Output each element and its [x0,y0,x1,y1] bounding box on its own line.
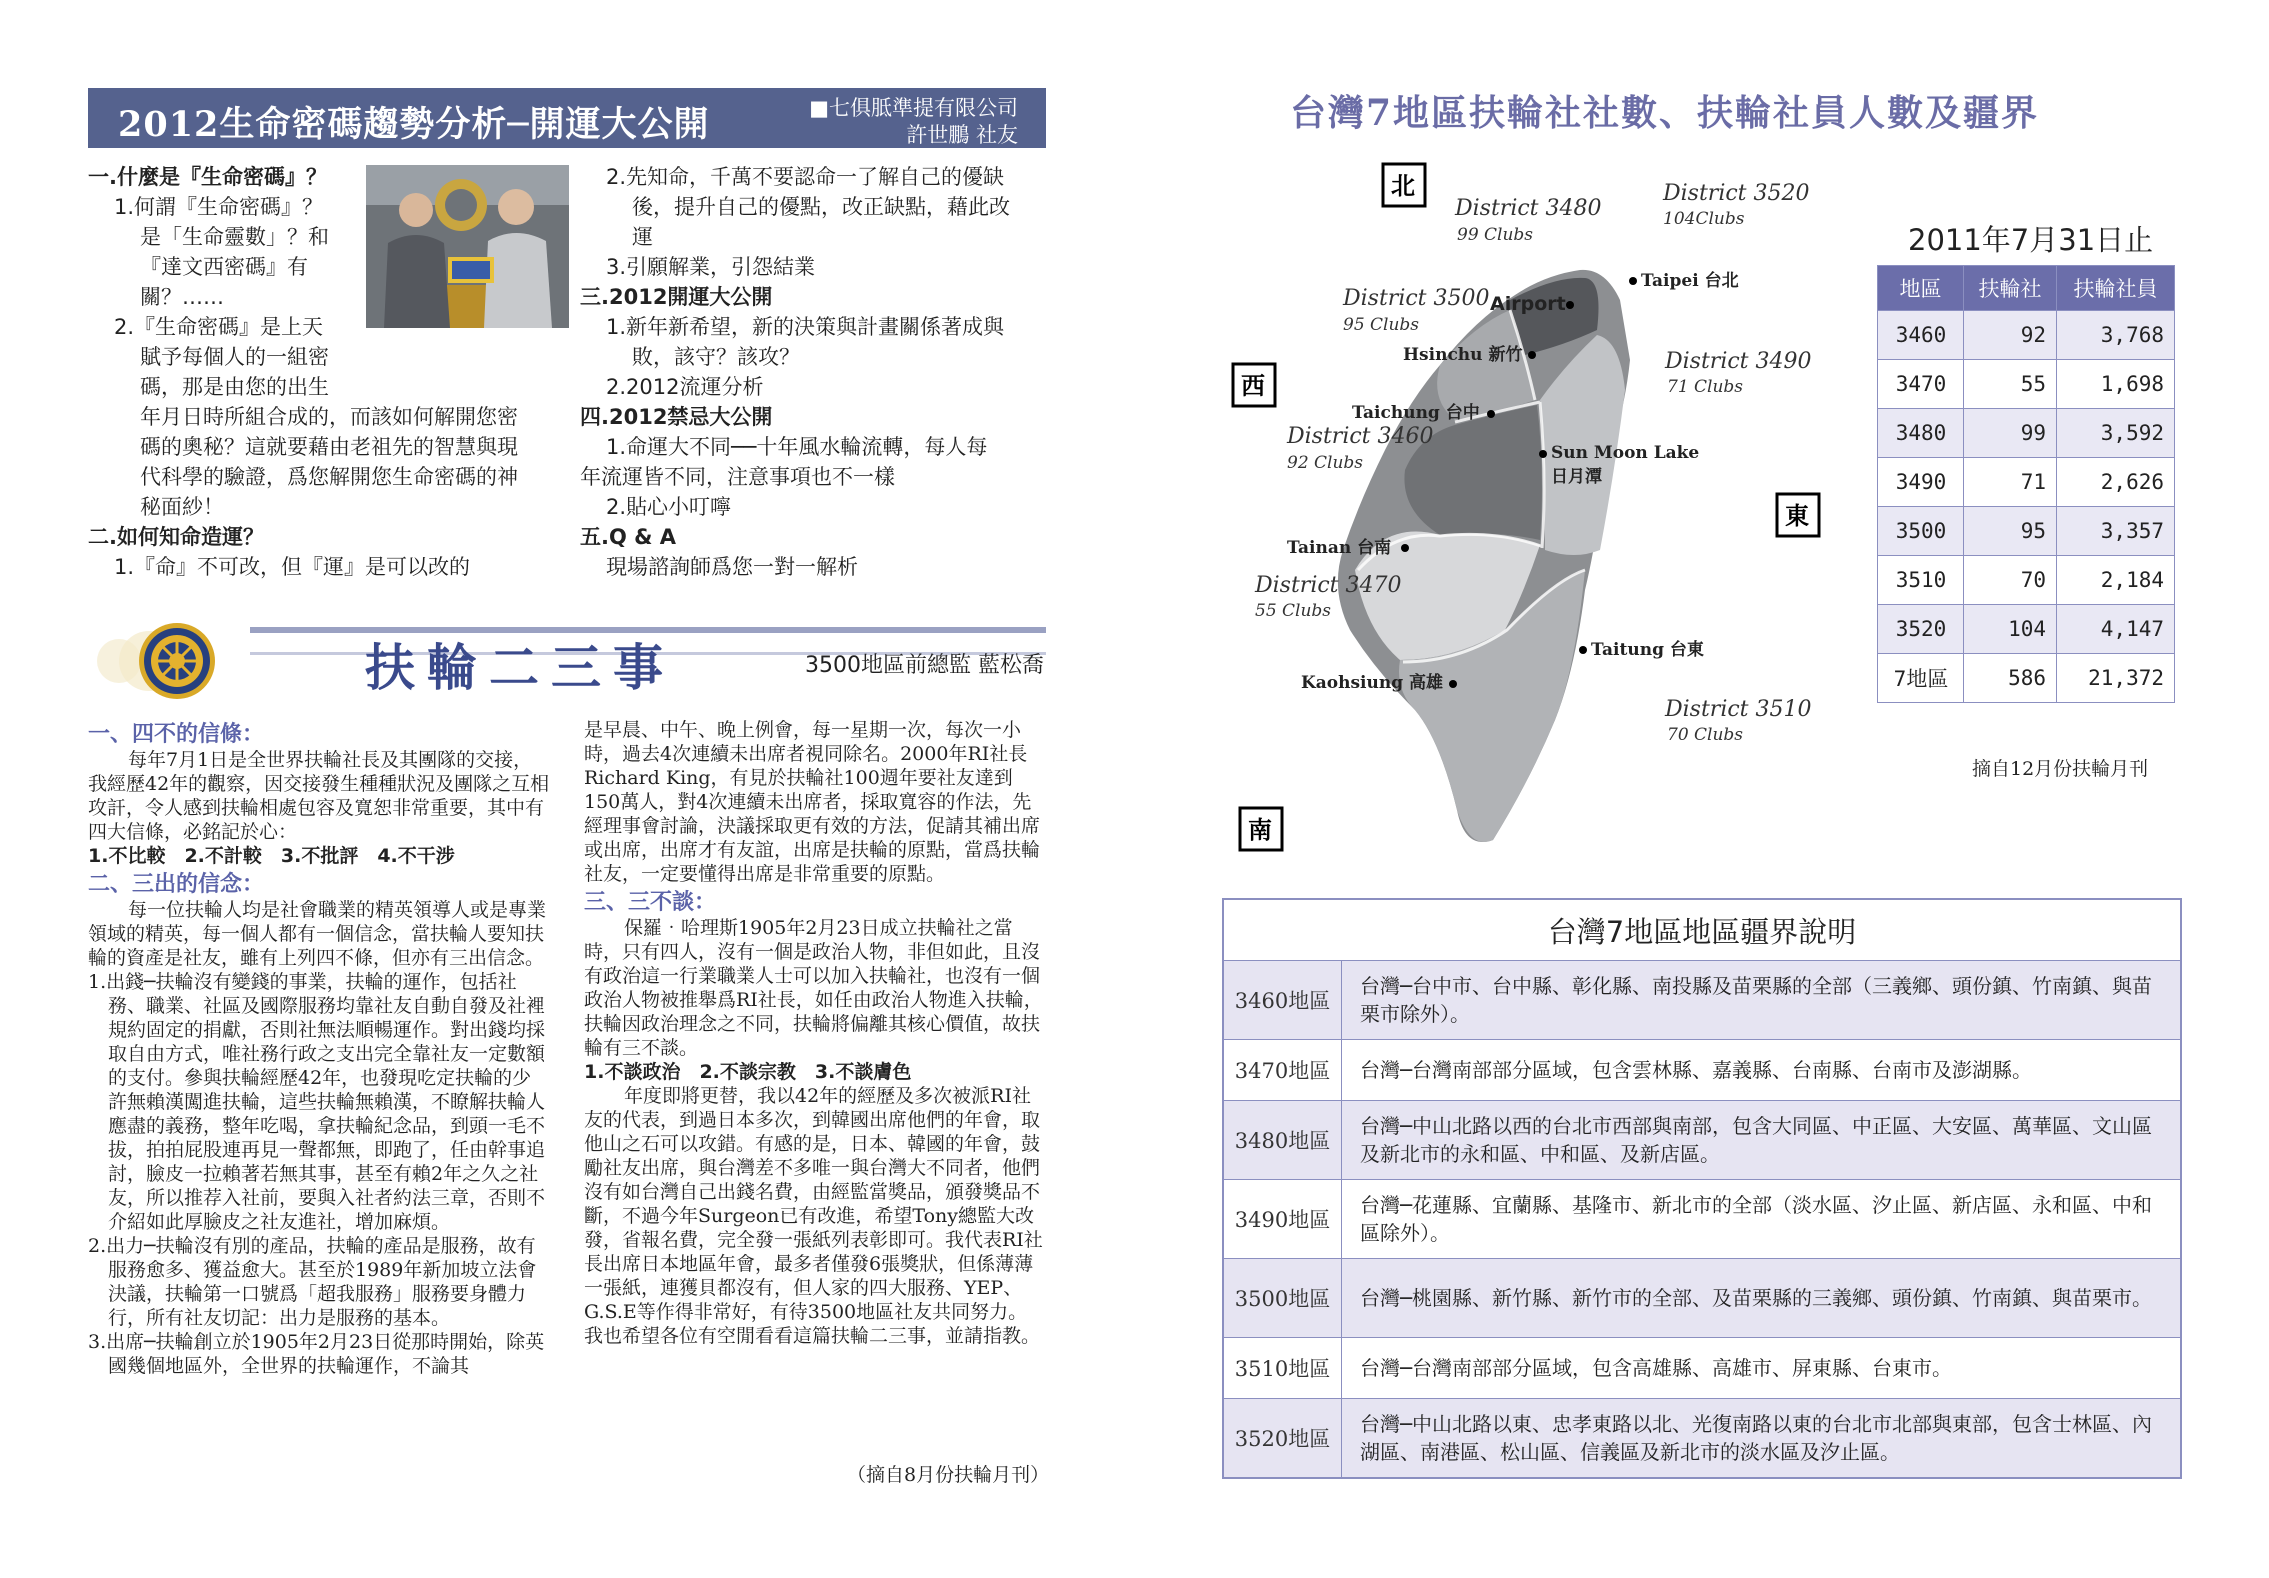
stats-cell: 92 [1964,311,2057,360]
boundary-district: 3480地區 [1223,1101,1342,1180]
east-label: 東 [1785,501,1809,530]
south-label: 南 [1248,815,1272,844]
rotary-column-1 [88,718,550,1378]
text-line: 2.『生命密碼』是上天 [114,315,324,339]
paragraph: 保羅‧哈理斯1905年2月23日成立扶輪社之當時，只有四人，沒有一個是政治人物，非但如此，且沒有政治這一行業職業人士可以加入扶輪社，也沒有一個政治人物被推舉爲RI社長，如任由政治人物進入扶輪，扶輪因政治理念之不同，扶輪將偏離其核心價值，故扶輪有三不談。 [584,917,1043,1059]
stats-cell: 3480 [1878,409,1964,458]
place-label: Tainan 台南 [1287,538,1392,558]
stats-cell: 3460 [1878,311,1964,360]
text-line: 1.何謂『生命密碼』？ [114,195,324,219]
district-label: District 3460 [1287,424,1434,449]
section-heading: 三.2012開運大公開 [580,285,773,309]
place-label: Airport [1490,293,1566,315]
district-stats-table [1877,265,2175,703]
text-line: 運 [632,225,653,249]
stats-cell: 21,372 [2057,654,2175,703]
district-clubs: 104Clubs [1663,209,1745,229]
district-label: District 3480 [1455,196,1602,221]
rule-list: 1.不談政治 2.不談宗教 3.不談膚色 [584,1061,912,1083]
boundary-district: 3470地區 [1223,1040,1342,1101]
boundary-row [1223,1259,2181,1338]
place-label: Sun Moon Lake [1551,443,1700,463]
article-header [88,88,1046,148]
boundary-description: 台灣─中山北路以東、忠孝東路以北、光復南路以東的台北市北部與東部，包含士林區、內湖區、南港區、松山區、信義區及新北市的淡水區及汐止區。 [1342,1399,2182,1479]
stats-row [1878,311,2175,360]
district-label: District 3510 [1665,697,1812,722]
article-author: 許世鵬 社友 [906,123,1018,147]
rotary-source: （摘自8月份扶輪月刊） [847,1464,1050,1486]
section-heading: 四.2012禁忌大公開 [580,405,773,429]
text-line: 敗，該守？該攻？ [632,345,800,369]
paragraph: 年度即將更替，我以42年的經歷及多次被派RI社友的代表，到過日本多次，到韓國出席他們的年會，取他山之石可以攻錯。有感的是，日本、韓國的年會，鼓勵社友出席，與台灣差不多唯一與台灣大不同者，他們沒有如台灣自己出錢名費，由經監當獎品，頒發獎品不斷，不過今年Surgeon已有改進，希望Tony總監大改發，省報名費，完全發一張紙列表彰即可。我代表RI社長出席日本地區年會，最多者僅發6張獎狀，但係薄薄一張紙，連獲貝都沒有，但人家的四大服務、YEP、G.S.E等作得非常好，有待3500地區社友共同努力。我也希望各位有空閒看看這篇扶輪二三事，並請指教。 [584,1085,1043,1347]
stats-source: 摘自12月份扶輪月刊 [1972,758,2149,780]
boundary-description: 台灣─中山北路以西的台北市西部與南部，包含大同區、中正區、大安區、萬華區、文山區及新北市的永和區、中和區、及新店區。 [1342,1101,2182,1180]
district-clubs: 99 Clubs [1457,225,1534,245]
boundary-table [1222,898,2182,1479]
district-label: District 3470 [1255,573,1402,598]
stats-cell: 71 [1964,458,2057,507]
text-line: 秘面紗！ [140,495,224,519]
paragraph: 是早晨、中午、晚上例會，每一星期一次，每次一小時，過去4次連續未出席者視同除名。2000年RI社長Richard King，有見於扶輪社100週年要社友達到150萬人，對4次連續未出席者，採取寬容的作法，先經理事會討論，決議採取更有效的方法，促請其補出席或出席，出席才有友誼，出席是扶輪的原點，當爲扶輪社友，一定要懂得出席是非常重要的原點。 [584,719,1041,885]
place-label: 日月潭 [1551,467,1602,487]
stats-cell: 104 [1964,605,2057,654]
text-line: 賦予每個人的一組密 [140,345,329,369]
boundary-row [1223,961,2181,1040]
stats-cell: 2,626 [2057,458,2175,507]
stats-date: 2011年7月31日止 [1908,223,2154,257]
numbered-paragraph: 1.出錢─扶輪沒有變錢的事業，扶輪的運作，包括社務、職業、社區及國際服務均靠社友自動自發及社裡規約固定的捐獻，否則社無法順暢運作。對出錢均採取自由方式，唯社務行政之支出完全靠社友一定數額的支付。參與扶輪經歷42年，也發現吃定扶輪的少許無賴漢闖進扶輪，這些扶輪無賴漢，不瞭解扶輪人應盡的義務，整年吃喝，拿扶輪紀念品，到頭一毛不拔，拍拍屁股連再見一聲都無，即跑了，任由幹事追討，臉皮一拉賴著若無其事，甚至有賴2年之久之社友，所以推荐入社前，要與入社者約法三章，否則不介紹如此厚臉皮之社友進社，增加麻煩。 [88,971,546,1233]
article-title: 2012生命密碼趨勢分析─開運大公開 [118,104,710,145]
section-heading: 五.Q & A [580,525,677,549]
stats-cell: 4,147 [2057,605,2175,654]
numbered-paragraph: 3.出席─扶輪創立於1905年2月23日從那時開始，除英國幾個地區外，全世界的扶輪運作，不論其 [88,1331,545,1377]
stats-cell: 55 [1964,360,2057,409]
text-line: 1.新年新希望，新的決策與計畫關係著成與 [606,315,1005,339]
text-line: 年流運皆不同，注意事項也不一樣 [580,465,895,489]
north-label: 北 [1391,171,1415,200]
stats-cell: 3,357 [2057,507,2175,556]
text-line: 年月日時所組合成的，而該如何解開您密 [140,405,518,429]
boundary-title: 台灣7地區地區疆界說明 [1223,899,2181,961]
text-line: 碼的奧秘？這就要藉由老祖先的智慧與現 [140,435,518,459]
stats-cell: 2,184 [2057,556,2175,605]
district-label: District 3500 [1343,286,1490,311]
stats-cell: 1,698 [2057,360,2175,409]
life-code-column-1 [88,162,558,582]
paragraph: 每一位扶輪人均是社會職業的精英領導人或是專業領域的精英，每一個人都有一個信念，當扶輪人要知扶輪的資產是社友，雖有上列四不條，但亦有三出信念。 [88,899,547,969]
stats-cell: 99 [1964,409,2057,458]
text-line: 2.2012流運分析 [606,375,764,399]
place-label: Taipei 台北 [1641,271,1739,291]
place-label: Kaohsiung 高雄 [1301,673,1444,693]
text-line: 關？…… [140,285,224,309]
district-clubs: 95 Clubs [1343,315,1420,335]
boundary-row [1223,1180,2181,1259]
stats-cell: 3,592 [2057,409,2175,458]
stats-row [1878,605,2175,654]
map-title: 台灣7地區扶輪社社數、扶輪社員人數及疆界 [1290,92,2040,134]
boundary-row [1223,1040,2181,1101]
stats-cell: 3490 [1878,458,1964,507]
section-heading: 一、四不的信條： [88,721,265,747]
boundary-description: 台灣─花蓮縣、宜蘭縣、基隆市、新北市的全部（淡水區、汐止區、新店區、永和區、中和區除外）。 [1342,1180,2182,1259]
boundary-description: 台灣─台中市、台中縣、彰化縣、南投縣及苗栗縣的全部（三義鄉、頭份鎮、竹南鎮、與苗栗市除外）。 [1342,961,2182,1040]
boundary-description: 台灣─桃園縣、新竹縣、新竹市的全部、及苗栗縣的三義鄉、頭份鎮、竹南鎮、與苗栗市。 [1342,1259,2182,1338]
text-line: 3.引願解業，引怨結業 [606,255,816,279]
stats-cell: 3520 [1878,605,1964,654]
stats-row [1878,654,2175,703]
stats-cell: 3510 [1878,556,1964,605]
boundary-description: 台灣─台灣南部部分區域，包含雲林縣、嘉義縣、台南縣、台南市及澎湖縣。 [1342,1040,2182,1101]
stats-cell: 7地區 [1878,654,1964,703]
rotary-article-title: 扶輪二三事 [365,638,675,697]
stats-cell: 95 [1964,507,2057,556]
rotary-article-author: 3500地區前總監 藍松喬 [805,653,1044,678]
district-clubs: 92 Clubs [1287,453,1364,473]
life-code-column-2 [580,162,1050,582]
stats-cell: 3,768 [2057,311,2175,360]
stats-header: 地區 [1878,266,1964,311]
boundary-description: 台灣─台灣南部部分區域，包含高雄縣、高雄市、屏東縣、台東市。 [1342,1338,2182,1399]
text-line: 後，提升自己的優點，改正缺點，藉此改 [632,195,1010,219]
stats-header: 扶輪社 [1964,266,2057,311]
rotary-column-2 [584,718,1046,1348]
section-heading: 一.什麼是『生命密碼』？ [88,165,327,189]
stats-cell: 3470 [1878,360,1964,409]
stats-row [1878,458,2175,507]
boundary-district: 3520地區 [1223,1399,1342,1479]
place-label: Hsinchu 新竹 [1403,345,1523,365]
paragraph: 每年7月1日是全世界扶輪社長及其團隊的交接，我經歷42年的觀察，因交接發生種種狀況及團隊之互相攻訐，令人感到扶輪相處包容及寬恕非常重要，其中有四大信條，必銘記於心： [88,749,550,843]
text-line: 代科學的驗證，爲您解開您生命密碼的神 [140,465,518,489]
boundary-district: 3510地區 [1223,1338,1342,1399]
text-line: 1.『命』不可改，但『運』是可以改的 [114,555,471,579]
stats-cell: 586 [1964,654,2057,703]
stats-cell: 70 [1964,556,2057,605]
section-heading: 三、三不談： [584,889,717,915]
stats-header: 扶輪社員 [2057,266,2175,311]
place-label: Taitung 台東 [1591,640,1704,660]
place-label: Taichung 台中 [1352,403,1480,423]
text-line: 現場諮詢師爲您一對一解析 [606,555,858,579]
text-line: 是「生命靈數」？和 [140,225,329,249]
district-label: District 3520 [1663,181,1810,206]
section-heading: 二.如何知命造運？ [88,525,264,549]
text-line: 2.貼心小叮嚀 [606,495,732,519]
article-company: ■七俱胝準提有限公司 [809,96,1018,120]
stats-cell: 3500 [1878,507,1964,556]
text-line: 『達文西密碼』有 [140,255,308,279]
boundary-row [1223,1338,2181,1399]
stats-row [1878,409,2175,458]
boundary-district: 3460地區 [1223,961,1342,1040]
text-line: 1.命運大不同──十年風水輪流轉，每人每 [606,435,988,459]
rotary-wheel-logo [97,621,227,701]
text-line: 2.先知命，千萬不要認命一了解自己的優缺 [606,165,1005,189]
text-line: 碼，那是由您的出生 [140,375,329,399]
district-clubs: 70 Clubs [1667,725,1744,745]
west-label: 西 [1241,371,1265,400]
rule-list: 1.不比較 2.不計較 3.不批評 4.不干涉 [88,845,455,867]
numbered-paragraph: 2.出力─扶輪沒有別的產品，扶輪的產品是服務，故有服務愈多、獲益愈大。甚至於1989年新加坡立法會決議，扶輪第一口號爲「超我服務」服務要身體力行，所有社友切記：出力是服務的基本。 [88,1235,537,1329]
boundary-row [1223,1399,2181,1479]
taiwan-district-map [1225,150,1845,870]
district-clubs: 55 Clubs [1255,601,1332,621]
section-heading: 二、三出的信念： [88,871,265,897]
stats-row [1878,360,2175,409]
district-clubs: 71 Clubs [1667,377,1744,397]
boundary-district: 3490地區 [1223,1180,1342,1259]
stats-row [1878,556,2175,605]
stats-row [1878,507,2175,556]
boundary-district: 3500地區 [1223,1259,1342,1338]
boundary-row [1223,1101,2181,1180]
district-label: District 3490 [1665,349,1812,374]
